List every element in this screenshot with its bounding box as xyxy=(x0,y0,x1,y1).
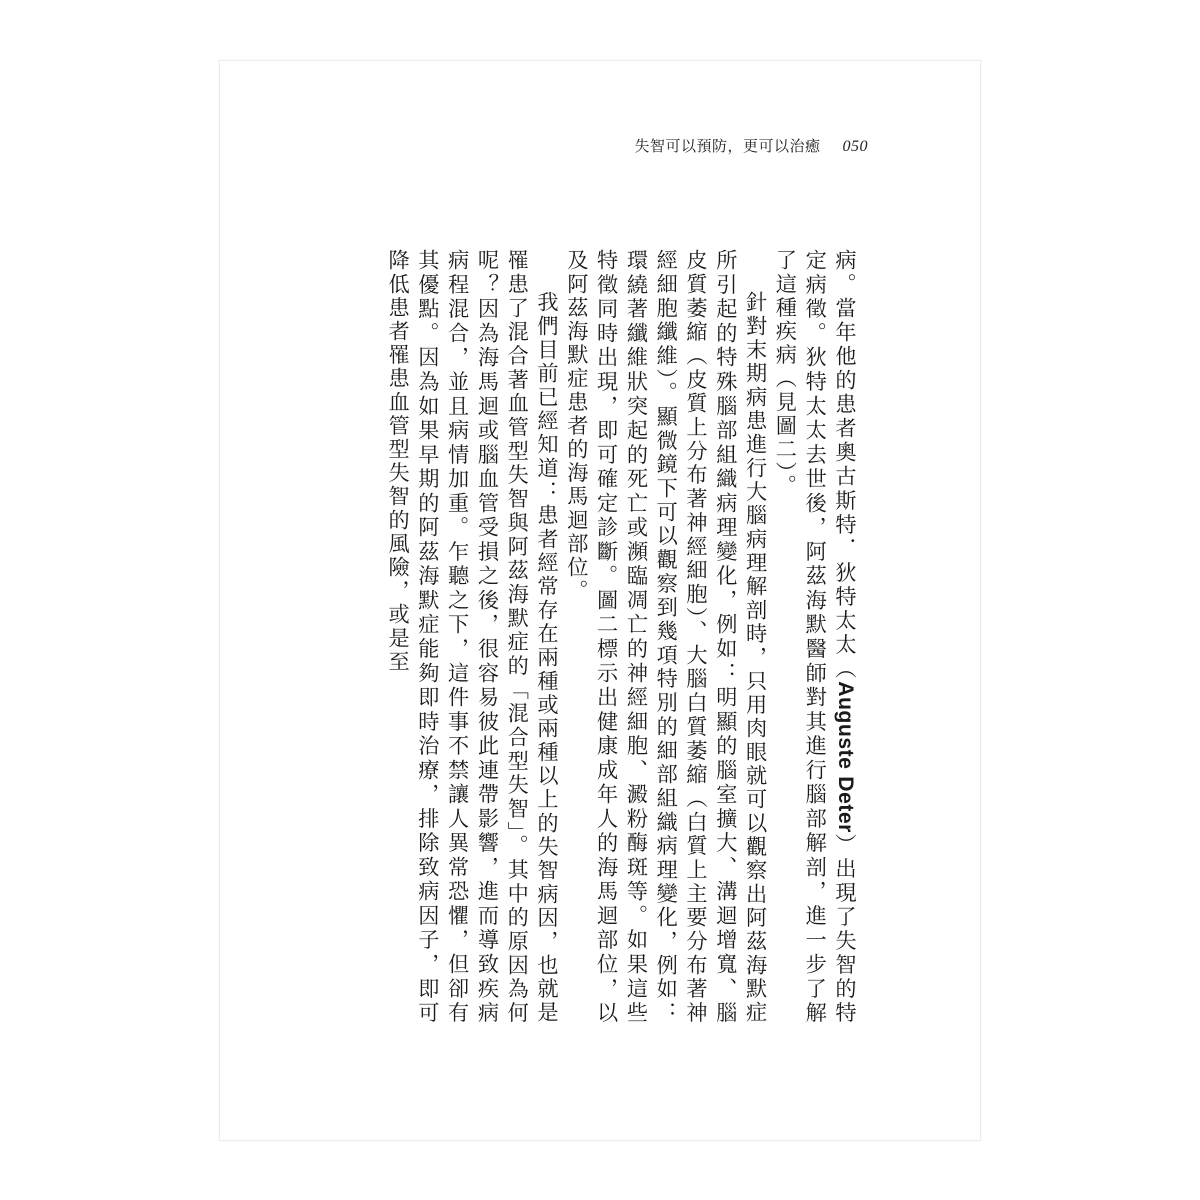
paragraph-continued-text-b: ）出現了失智的特定病徵。狄特太太去世後，阿茲海默醫師對其進行腦部解剖，進一步了解了這種疾病（見圖二）。 xyxy=(773,249,858,1025)
paragraph-continued-text-a: 病。當年他的患者奧古斯特．狄特太太（ xyxy=(833,249,858,682)
running-head xyxy=(634,135,868,156)
page-number: 050 xyxy=(842,138,868,155)
paragraph-continued xyxy=(771,249,860,1025)
paragraph-pathology: 針對末期病患進行大腦病理解剖時，只用肉眼就可以觀察出阿茲海默症所引起的特殊腦部組織病理變化，例如：明顯的腦室擴大、溝迴增寬、腦皮質萎縮（皮質上分布著神經細胞）、大腦白質萎縮（白質上主要分布著神經細胞纖維）。顯微鏡下可以觀察到幾項特別的細部組織病理變化，例如：環繞著纖維狀突起的死亡或瀕臨凋亡的神經細胞、澱粉酶斑等。如果這些特徵同時出現，即可確定診斷。圖二標示出健康成年人的海馬迴部位，以及阿茲海默症患者的海馬迴部位。 xyxy=(564,249,769,1025)
paragraph-mixed-dementia: 我們目前已經知道：患者經常存在兩種或兩種以上的失智病因，也就是罹患了混合著血管型失智與阿茲海默症的「混合型失智」。其中的原因為何呢？因為海馬迴或腦血管受損之後，很容易彼此連帶影響，進而導致疾病病程混合，並且病情加重。乍聽之下，這件事不禁讓人異常恐懼，但卻有其優點。因為如果早期的阿茲海默症能夠即時治療，排除致病因子，即可降低患者罹患血管型失智的風險，或是至 xyxy=(386,249,561,1025)
patient-name-latin: Auguste Deter xyxy=(834,681,857,833)
body-text xyxy=(352,249,860,1025)
book-page xyxy=(219,60,981,1141)
chapter-title: 失智可以預防，更可以治癒 xyxy=(634,137,821,155)
